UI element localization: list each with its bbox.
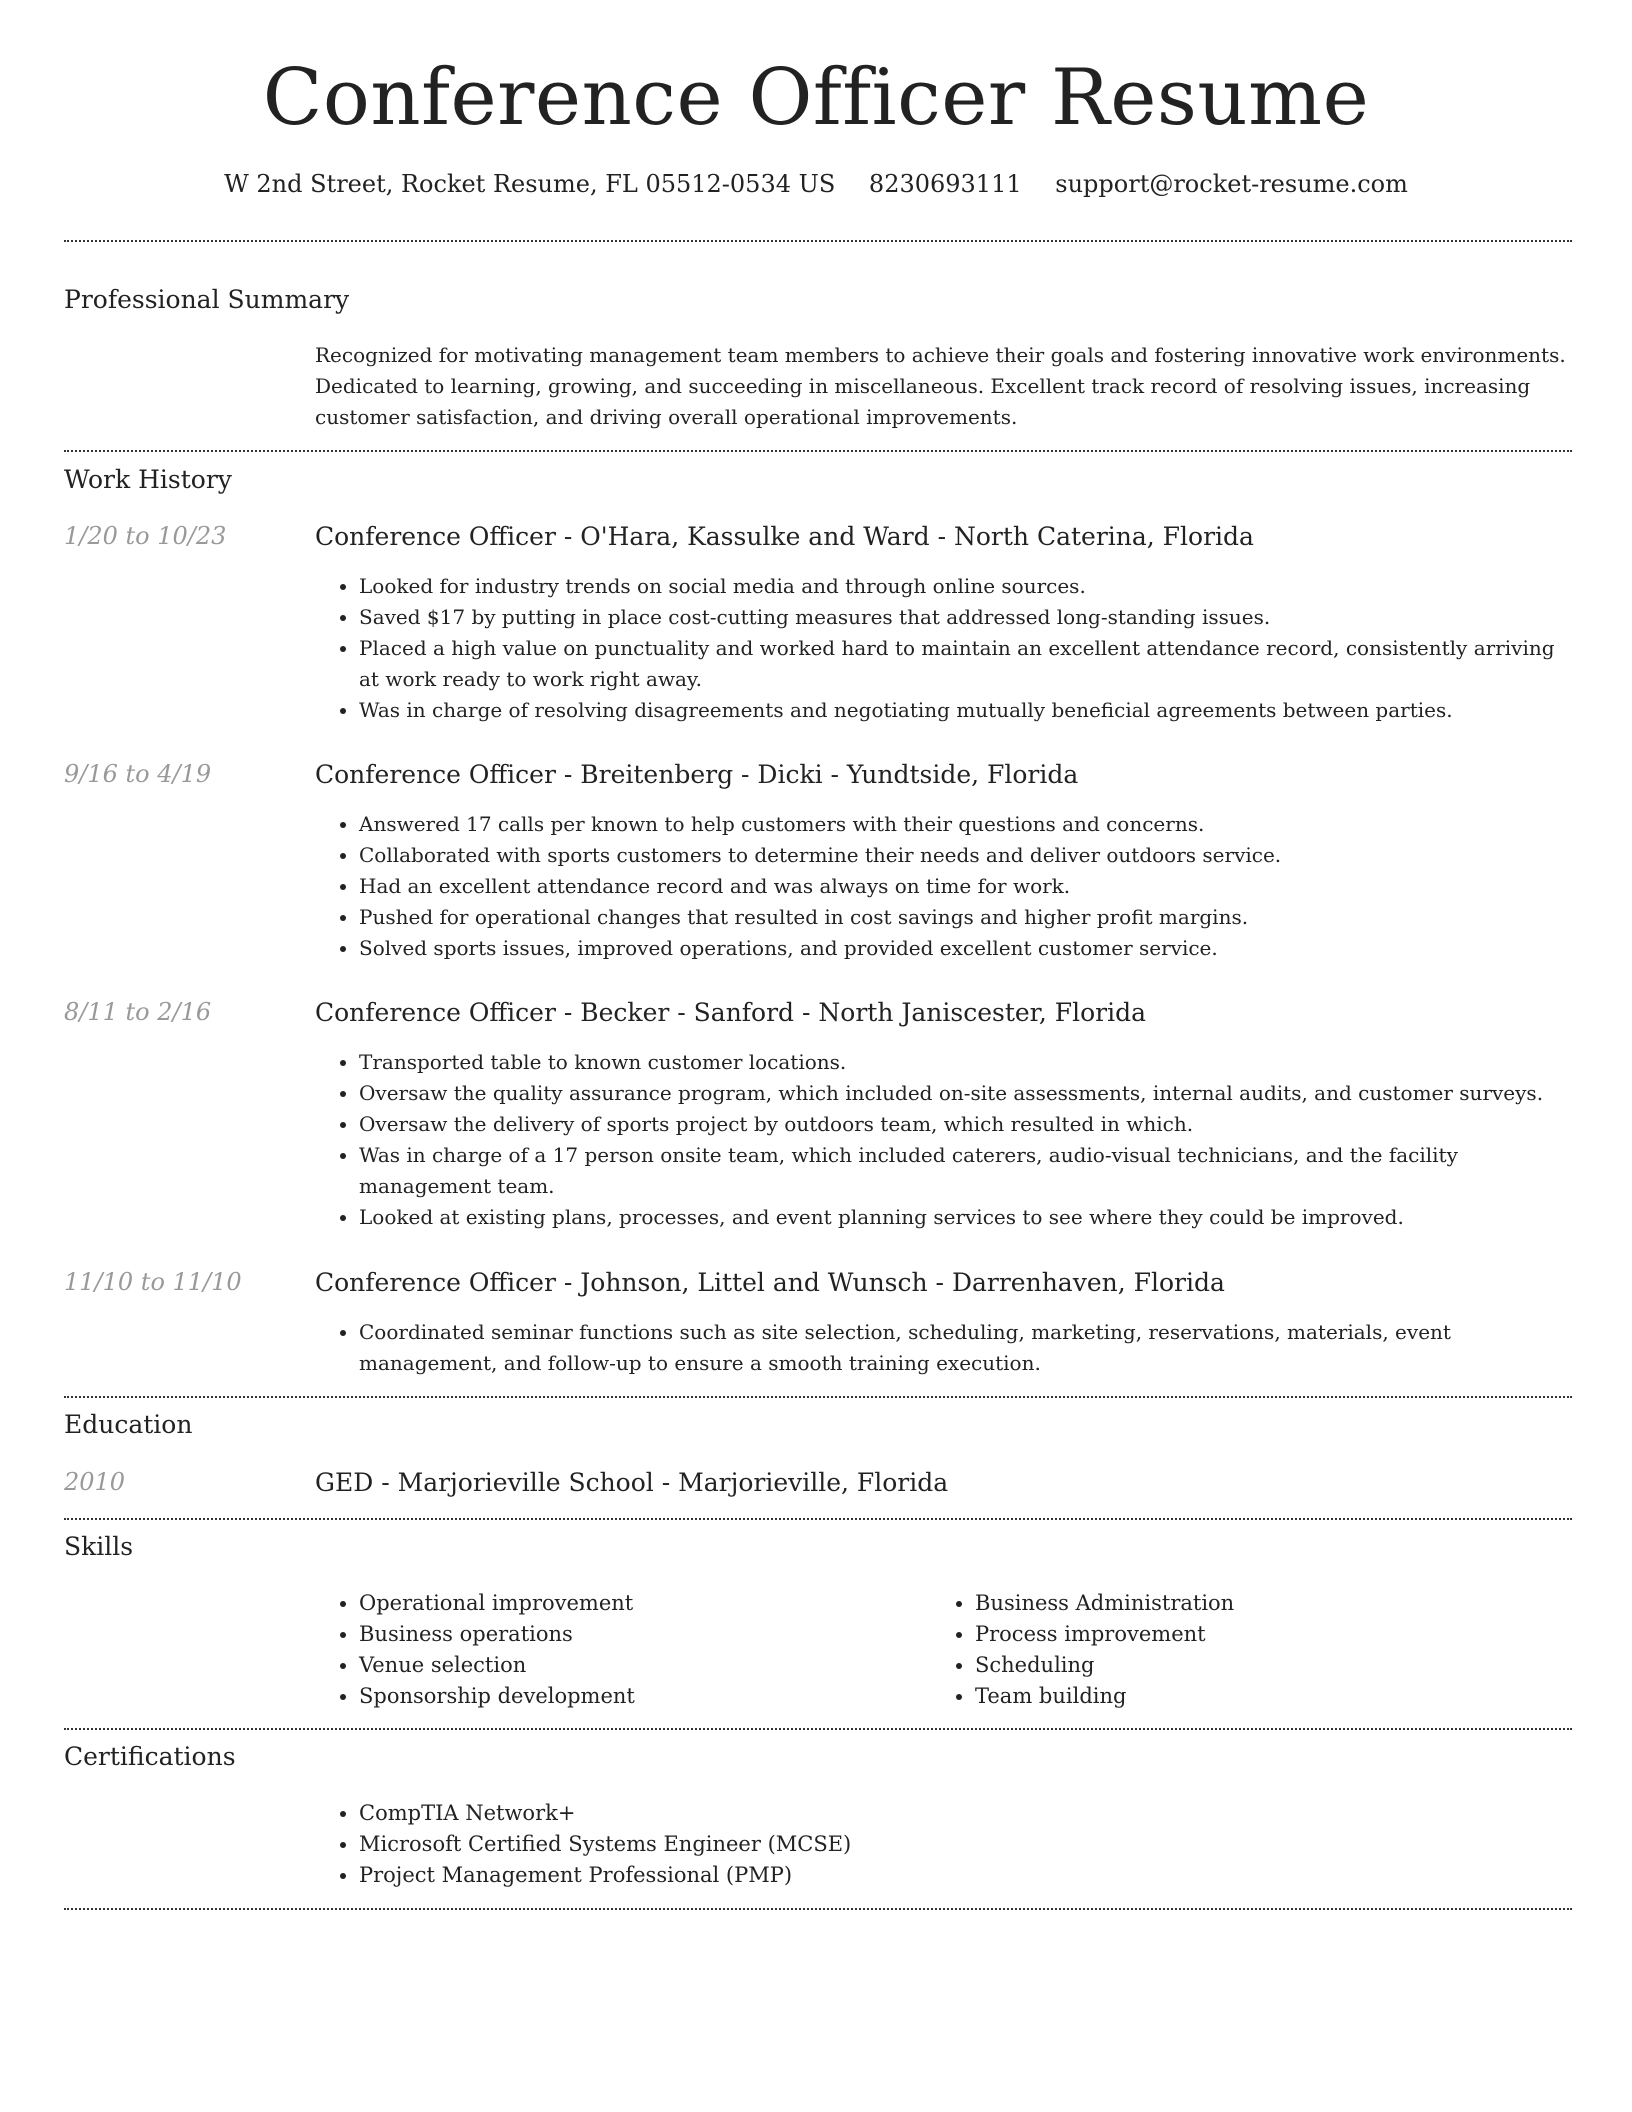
job-bullet: • Looked at existing plans, processes, and event planning services to see where they could be improved. <box>359 1202 1565 1233</box>
job-bullet: • Was in charge of resolving disagreements and negotiating mutually beneficial agreements between parties. <box>359 695 1565 726</box>
job-title: Conference Officer - Breitenberg - Dicki - Yundtside, Florida <box>315 760 1079 789</box>
work-history-heading: Work History <box>64 465 232 494</box>
job-bullet: • Coordinated seminar functions such as site selection, scheduling, marketing, reservations, materials, event management, and follow-up to ensure a smooth training execution. <box>359 1317 1565 1379</box>
job-bullet: • Solved sports issues, improved operations, and provided excellent customer service. <box>359 933 1565 964</box>
job-bullet: • Collaborated with sports customers to determine their needs and deliver outdoors service. <box>359 840 1565 871</box>
job-title: Conference Officer - Becker - Sanford - North Janiscester, Florida <box>315 998 1147 1027</box>
job-bullet: • Placed a high value on punctuality and worked hard to maintain an excellent attendance record, consistently arriving at work ready to work right away. <box>359 633 1565 695</box>
contact-address: W 2nd Street, Rocket Resume, FL 05512-0534 US <box>224 170 836 198</box>
section-divider <box>64 1728 1572 1730</box>
summary-heading: Professional Summary <box>64 285 350 314</box>
job-title: Conference Officer - O'Hara, Kassulke and Ward - North Caterina, Florida <box>315 522 1254 551</box>
education-title: GED - Marjorieville School - Marjorieville, Florida <box>315 1468 949 1497</box>
skills-list-right <box>931 1588 1234 1712</box>
skill-item: • Scheduling <box>975 1650 1234 1681</box>
job-bullet: • Oversaw the delivery of sports project by outdoors team, which resulted in which. <box>359 1109 1565 1140</box>
certifications-heading: Certifications <box>64 1742 236 1771</box>
skill-item: • Venue selection <box>359 1650 635 1681</box>
job-bullet: • Transported table to known customer locations. <box>359 1047 1565 1078</box>
skill-item: • Operational improvement <box>359 1588 635 1619</box>
education-year: 2010 <box>64 1468 126 1496</box>
job-bullets <box>315 1317 1565 1379</box>
skills-list-left <box>315 1588 635 1712</box>
skill-item: • Team building <box>975 1681 1234 1712</box>
job-bullet: • Looked for industry trends on social media and through online sources. <box>359 571 1565 602</box>
section-divider <box>64 1908 1572 1910</box>
job-dates: 11/10 to 11/10 <box>64 1268 242 1296</box>
resume-title: Conference Officer Resume <box>262 53 1370 143</box>
contact-email: support@rocket-resume.com <box>1055 170 1408 198</box>
job-bullet: • Saved $17 by putting in place cost-cutting measures that addressed long-standing issues. <box>359 602 1565 633</box>
section-divider <box>64 1518 1572 1520</box>
section-divider <box>64 450 1572 452</box>
section-divider <box>64 1396 1572 1398</box>
job-bullet: • Had an excellent attendance record and was always on time for work. <box>359 871 1565 902</box>
job-bullet: • Answered 17 calls per known to help customers with their questions and concerns. <box>359 809 1565 840</box>
certification-item: • Project Management Professional (PMP) <box>359 1860 851 1891</box>
skills-heading: Skills <box>64 1532 134 1561</box>
job-bullet: • Was in charge of a 17 person onsite team, which included caterers, audio-visual technicians, and the facility management team. <box>359 1140 1565 1202</box>
job-dates: 8/11 to 2/16 <box>64 998 212 1026</box>
job-bullet: • Oversaw the quality assurance program, which included on-site assessments, internal audits, and customer surveys. <box>359 1078 1565 1109</box>
job-bullets <box>315 571 1565 726</box>
skill-item: • Business operations <box>359 1619 635 1650</box>
skill-item: • Business Administration <box>975 1588 1234 1619</box>
certification-item: • CompTIA Network+ <box>359 1798 851 1829</box>
job-title: Conference Officer - Johnson, Littel and Wunsch - Darrenhaven, Florida <box>315 1268 1225 1297</box>
section-divider <box>64 240 1572 242</box>
job-dates: 9/16 to 4/19 <box>64 760 212 788</box>
summary-text: Recognized for motivating management team members to achieve their goals and fostering innovative work environments. Dedicated to learning, growing, and succeeding in miscellaneous. Excellent track record of resolving issues, increasing customer satisfaction, and driving overall operational improvements. <box>315 343 1566 429</box>
job-bullets <box>315 1047 1565 1233</box>
job-bullets <box>315 809 1565 964</box>
skill-item: • Process improvement <box>975 1619 1234 1650</box>
certification-item: • Microsoft Certified Systems Engineer (MCSE) <box>359 1829 851 1860</box>
job-bullet: • Pushed for operational changes that resulted in cost savings and higher profit margins. <box>359 902 1565 933</box>
contact-phone: 8230693111 <box>868 170 1022 198</box>
job-dates: 1/20 to 10/23 <box>64 522 227 550</box>
education-heading: Education <box>64 1410 193 1439</box>
skill-item: • Sponsorship development <box>359 1681 635 1712</box>
certifications-list <box>315 1798 851 1891</box>
contact-line <box>0 170 1632 198</box>
